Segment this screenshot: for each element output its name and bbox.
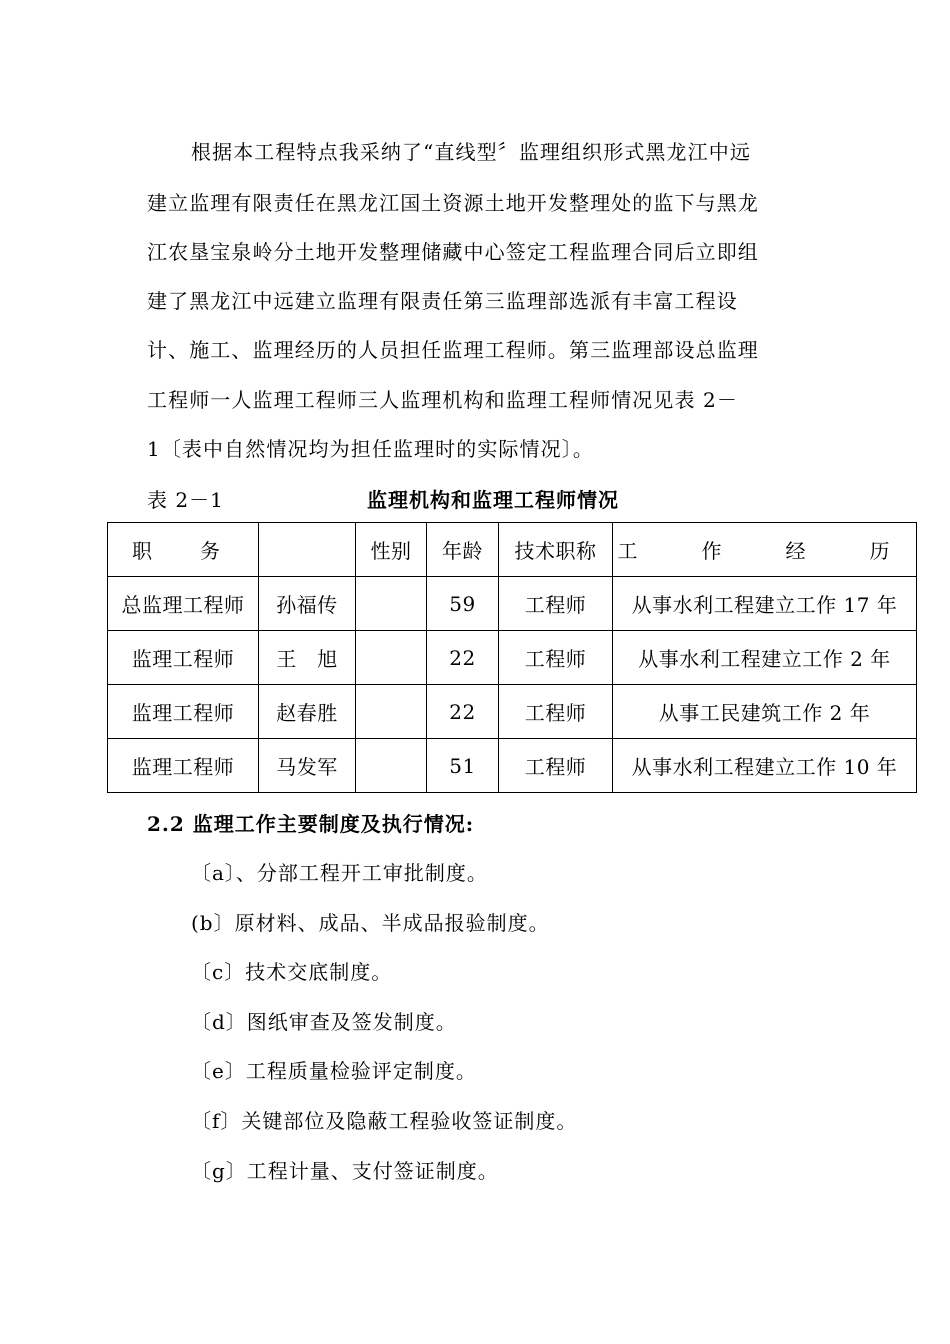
paragraph-line: 建立监理有限责任在黑龙江国土资源土地开发整理处的监下与黑龙	[147, 191, 759, 215]
table-row	[108, 739, 917, 793]
header-position: 职 务	[108, 523, 259, 577]
header-experience: 工 作 经 历	[613, 523, 917, 577]
cell-position: 监理工程师	[108, 739, 259, 793]
table-title: 监理机构和监理工程师情况	[367, 488, 619, 512]
list-item: (b〕原材料、成品、半成品报验制度。	[191, 911, 550, 935]
table-row	[108, 631, 917, 685]
paragraph-line: 建了黑龙江中远建立监理有限责任第三监理部选派有丰富工程设	[147, 289, 738, 313]
cell-name: 马发军	[259, 739, 356, 793]
cell-name: 王 旭	[259, 631, 356, 685]
cell-experience: 从事水利工程建立工作 2 年	[613, 631, 917, 685]
list-item: 〔g〕工程计量、支付签证制度。	[191, 1159, 499, 1183]
cell-name: 赵春胜	[259, 685, 356, 739]
cell-title: 工程师	[499, 739, 613, 793]
cell-age: 22	[427, 631, 499, 685]
cell-position: 总监理工程师	[108, 577, 259, 631]
cell-title: 工程师	[499, 577, 613, 631]
header-age: 年龄	[427, 523, 499, 577]
cell-age: 22	[427, 685, 499, 739]
cell-age: 51	[427, 739, 499, 793]
cell-age: 59	[427, 577, 499, 631]
paragraph-line: 江农垦宝泉岭分土地开发整理储藏中心签定工程监理合同后立即组	[147, 240, 759, 264]
list-item: 〔e〕工程质量检验评定制度。	[191, 1059, 477, 1083]
table-row	[108, 577, 917, 631]
cell-experience: 从事工民建筑工作 2 年	[613, 685, 917, 739]
table-number: 表 2－1	[147, 488, 224, 512]
section-heading: 2.2 监理工作主要制度及执行情况:	[147, 812, 475, 836]
paragraph-line: 根据本工程特点我采纳了“直线型〞监理组织形式黑龙江中远	[191, 140, 751, 164]
cell-position: 监理工程师	[108, 685, 259, 739]
list-item: 〔a〕、分部工程开工审批制度。	[191, 861, 488, 885]
paragraph-line: 工程师一人监理工程师三人监理机构和监理工程师情况见表 2－	[147, 388, 738, 412]
list-item: 〔d〕图纸审查及签发制度。	[191, 1010, 457, 1034]
cell-title: 工程师	[499, 631, 613, 685]
cell-position: 监理工程师	[108, 631, 259, 685]
cell-experience: 从事水利工程建立工作 10 年	[613, 739, 917, 793]
paragraph-line: 计、施工、监理经历的人员担任监理工程师。第三监理部设总监理	[147, 338, 759, 362]
paragraph-line: 1〔表中自然情况均为担任监理时的实际情况〕。	[147, 437, 594, 461]
table-row	[108, 685, 917, 739]
cell-gender	[356, 631, 427, 685]
cell-title: 工程师	[499, 685, 613, 739]
cell-name: 孙福传	[259, 577, 356, 631]
cell-gender	[356, 577, 427, 631]
cell-gender	[356, 739, 427, 793]
table-header-row	[108, 523, 917, 577]
header-gender: 性别	[356, 523, 427, 577]
header-title: 技术职称	[499, 523, 613, 577]
list-item: 〔c〕技术交底制度。	[191, 960, 393, 984]
header-name	[259, 523, 356, 577]
staff-table	[107, 522, 917, 793]
list-item: 〔f〕关键部位及隐蔽工程验收签证制度。	[191, 1109, 578, 1133]
cell-experience: 从事水利工程建立工作 17 年	[613, 577, 917, 631]
cell-gender	[356, 685, 427, 739]
